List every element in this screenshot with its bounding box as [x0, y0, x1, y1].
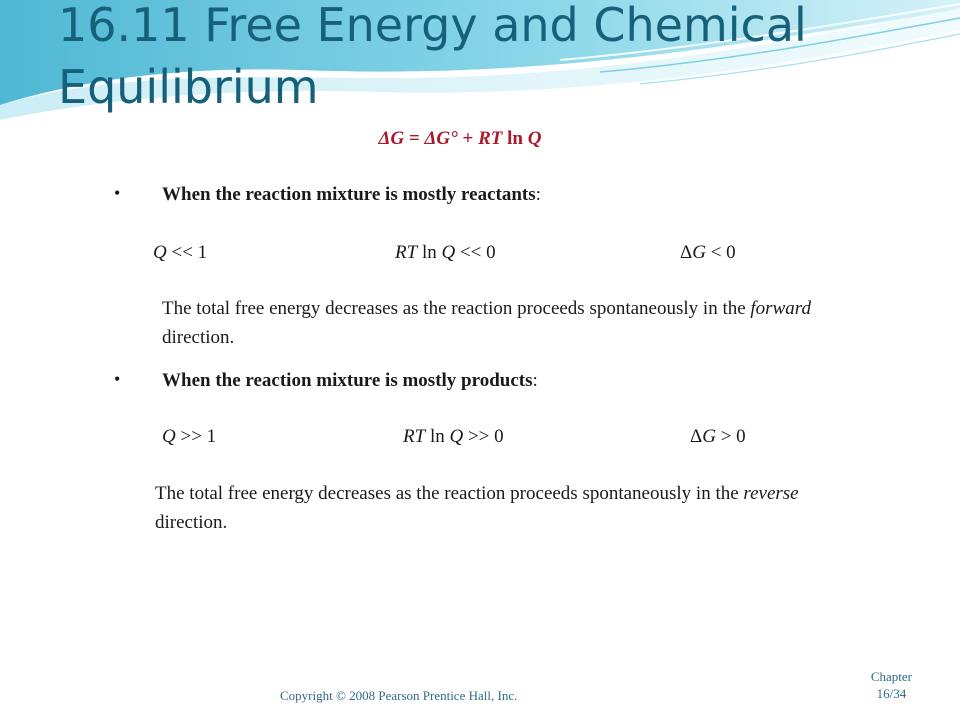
- products-g-symbol: G: [702, 426, 716, 447]
- slide-title: 16.11 Free Energy and Chemical Equilibrium: [58, 0, 807, 114]
- products-delta: Δ: [690, 426, 703, 447]
- reactants-rt-symbol: RT: [395, 242, 418, 263]
- heading-products-colon: :: [532, 370, 538, 391]
- heading-reactants-text: When the reaction mixture is mostly reactants: [162, 184, 536, 205]
- bullet-reactants: •: [114, 183, 121, 203]
- reactants-delta: Δ: [680, 242, 693, 263]
- reactants-dg-condition: [680, 242, 736, 264]
- reactants-g-symbol: G: [692, 242, 706, 263]
- reactants-ln: ln: [417, 242, 442, 263]
- reactants-q-value: << 1: [166, 242, 208, 263]
- equation-equals: =: [404, 128, 425, 149]
- products-ln: ln: [425, 426, 450, 447]
- reactants-para-direction: forward: [750, 298, 811, 319]
- products-rtlnq-value: >> 0: [463, 426, 504, 447]
- chapter-label: Chapter: [870, 669, 912, 684]
- equation-delta-g-standard: ΔG°: [424, 128, 458, 149]
- products-dg-value: > 0: [715, 426, 746, 447]
- products-para-end: direction.: [155, 512, 228, 533]
- products-q-symbol: Q: [162, 426, 176, 447]
- products-explanation: [155, 479, 855, 537]
- products-rt-symbol: RT: [403, 426, 426, 447]
- equation-q: Q: [527, 128, 542, 149]
- reactants-rtlnq-value: << 0: [455, 242, 496, 263]
- reactants-q-symbol: Q: [153, 242, 167, 263]
- equation-rt: RT: [478, 128, 503, 149]
- products-rtlnq-condition: [403, 426, 504, 448]
- copyright-notice: Copyright © 2008 Pearson Prentice Hall, Inc.: [280, 688, 518, 703]
- products-q-condition: [162, 426, 216, 448]
- equation-delta-g: ΔG: [378, 128, 405, 149]
- free-energy-equation: [0, 128, 920, 150]
- bullet-products: •: [114, 369, 121, 389]
- products-para-start: The total free energy decreases as the reaction proceeds spontaneously in the: [155, 483, 744, 504]
- heading-products: [162, 370, 538, 392]
- heading-products-text: When the reaction mixture is mostly products: [162, 370, 533, 391]
- equation-ln: ln: [502, 128, 528, 149]
- reactants-q2-symbol: Q: [441, 242, 456, 263]
- heading-reactants: [162, 184, 541, 206]
- products-q-value: >> 1: [175, 426, 217, 447]
- reactants-rtlnq-condition: [395, 242, 496, 264]
- equation-plus: +: [457, 128, 479, 149]
- chapter-page-indicator: [871, 668, 912, 702]
- reactants-dg-value: < 0: [705, 242, 736, 263]
- reactants-explanation: [162, 294, 862, 352]
- reactants-para-end: direction.: [162, 327, 235, 348]
- reactants-q-condition: [153, 242, 207, 264]
- products-para-direction: reverse: [743, 483, 799, 504]
- products-q2-symbol: Q: [449, 426, 464, 447]
- heading-reactants-colon: :: [535, 184, 541, 205]
- reactants-para-start: The total free energy decreases as the reaction proceeds spontaneously in the: [162, 298, 751, 319]
- products-dg-condition: [690, 426, 746, 448]
- chapter-page-number: 16/34: [876, 686, 907, 701]
